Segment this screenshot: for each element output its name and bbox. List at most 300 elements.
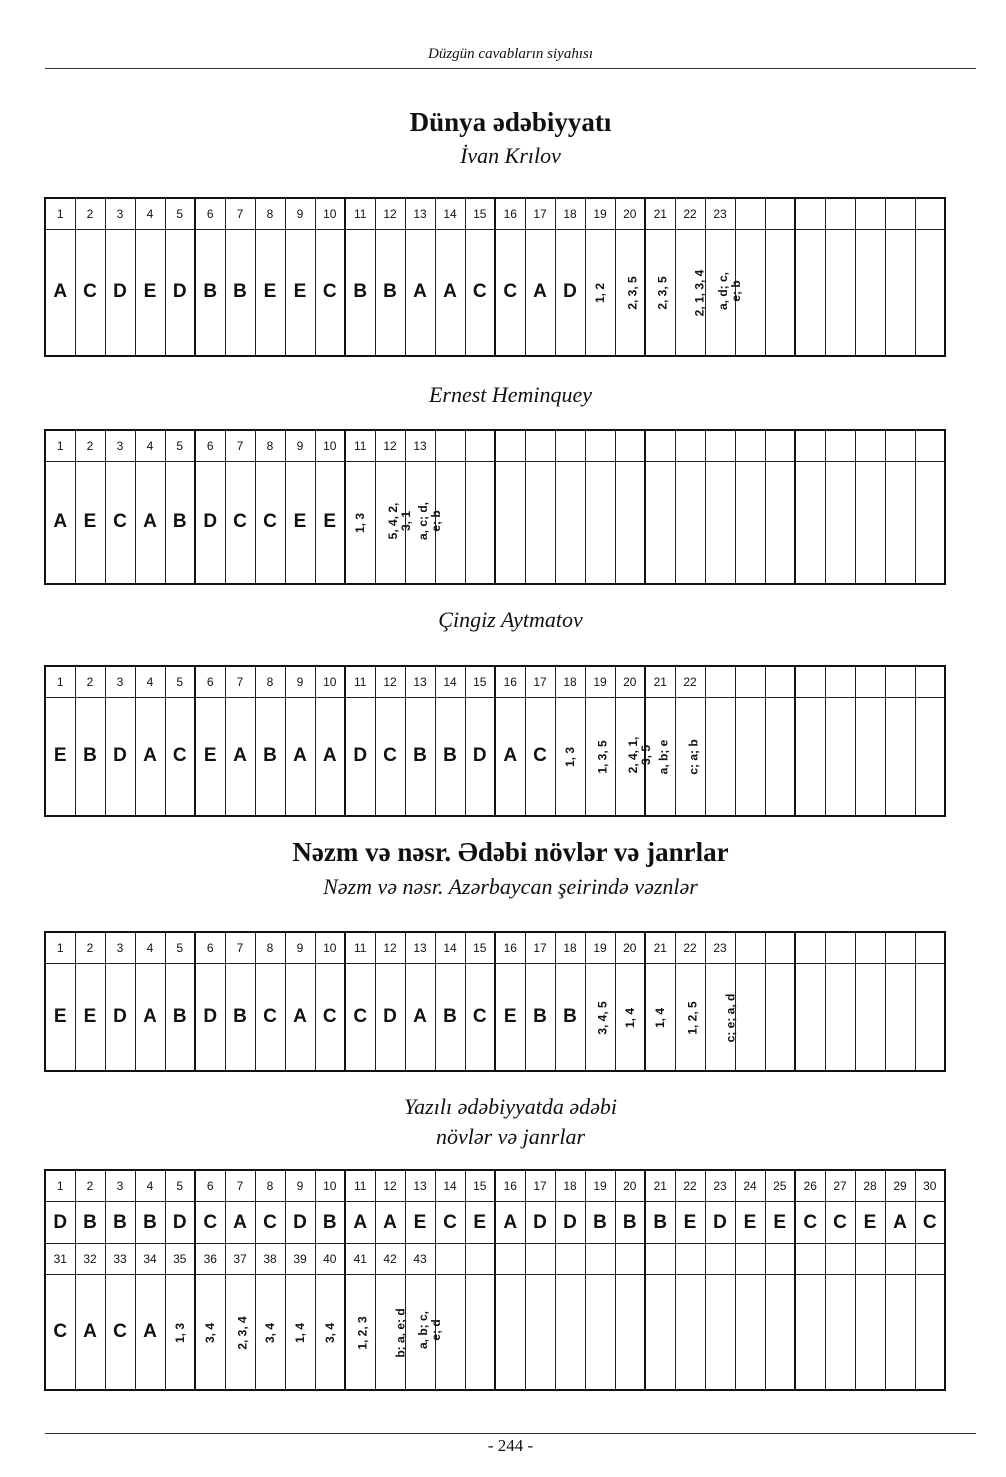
question-number-cell: 11 bbox=[345, 198, 375, 230]
question-number-cell bbox=[825, 430, 855, 462]
answer-cell bbox=[675, 462, 705, 584]
question-number-cell bbox=[495, 430, 525, 462]
question-number-cell: 3 bbox=[105, 932, 135, 964]
question-number-cell: 7 bbox=[225, 430, 255, 462]
question-number-cell: 10 bbox=[315, 932, 345, 964]
answer-text: 5, 4, 2, 3, 1 bbox=[385, 502, 413, 540]
answer-cell bbox=[615, 964, 645, 1071]
question-number-cell bbox=[825, 932, 855, 964]
answer-cell: E bbox=[855, 1202, 885, 1244]
answer-cell bbox=[825, 698, 855, 816]
question-number-cell: 34 bbox=[135, 1244, 165, 1275]
question-number-cell: 7 bbox=[225, 666, 255, 698]
answer-text: a, c; d, e; b bbox=[415, 501, 443, 540]
answer-text: 1, 2, 3 bbox=[355, 1316, 370, 1350]
answer-cell bbox=[885, 964, 915, 1071]
question-number-cell: 6 bbox=[195, 666, 225, 698]
question-number-cell bbox=[735, 1244, 765, 1275]
answer-cell bbox=[255, 1275, 285, 1390]
answer-cell: D bbox=[555, 1202, 585, 1244]
answer-cell bbox=[915, 698, 945, 816]
answer-cell: C bbox=[795, 1202, 825, 1244]
question-number-cell bbox=[915, 1244, 945, 1275]
question-number-cell: 6 bbox=[195, 1170, 225, 1202]
question-number-cell: 14 bbox=[435, 1170, 465, 1202]
answer-cell bbox=[675, 964, 705, 1071]
answer-cell bbox=[495, 1275, 525, 1390]
question-number-cell: 7 bbox=[225, 198, 255, 230]
question-number-cell: 1 bbox=[45, 198, 75, 230]
question-number-cell: 4 bbox=[135, 666, 165, 698]
question-number-cell bbox=[765, 430, 795, 462]
question-number-cell: 9 bbox=[285, 1170, 315, 1202]
answer-cell: C bbox=[255, 462, 285, 584]
answer-cell: E bbox=[405, 1202, 435, 1244]
answer-text: 1, 3 bbox=[172, 1322, 187, 1343]
answer-cell bbox=[705, 230, 743, 356]
answer-cell bbox=[795, 230, 825, 356]
question-number-cell: 20 bbox=[615, 198, 645, 230]
answer-text: a, b; e bbox=[656, 739, 671, 775]
answer-cell: E bbox=[45, 698, 75, 816]
question-number-cell bbox=[915, 198, 945, 230]
question-number-cell: 26 bbox=[795, 1170, 825, 1202]
answer-cell bbox=[615, 1275, 645, 1390]
question-number-cell: 4 bbox=[135, 198, 165, 230]
answer-cell: A bbox=[285, 964, 315, 1071]
answer-cell: C bbox=[255, 964, 285, 1071]
question-number-cell bbox=[795, 666, 825, 698]
question-number-cell: 19 bbox=[585, 198, 615, 230]
answer-text: 1, 4 bbox=[653, 1007, 668, 1028]
question-number-cell: 1 bbox=[45, 666, 75, 698]
answer-cell: C bbox=[105, 462, 135, 584]
answer-cell bbox=[915, 230, 945, 356]
answer-text: 2, 3, 5 bbox=[625, 276, 640, 310]
answer-cell: D bbox=[195, 964, 225, 1071]
question-number-cell bbox=[855, 932, 885, 964]
answer-cell bbox=[465, 462, 495, 584]
answer-text: 2, 3, 5 bbox=[655, 276, 670, 310]
question-number-cell: 15 bbox=[465, 198, 495, 230]
question-number-cell: 15 bbox=[465, 932, 495, 964]
question-number-cell: 33 bbox=[105, 1244, 135, 1275]
question-number-cell: 11 bbox=[345, 430, 375, 462]
question-number-cell bbox=[915, 932, 945, 964]
question-number-cell bbox=[795, 1244, 825, 1275]
answer-cell: B bbox=[615, 1202, 645, 1244]
number-row bbox=[45, 932, 945, 964]
answer-cell: E bbox=[465, 1202, 495, 1244]
question-number-cell: 22 bbox=[675, 666, 705, 698]
question-number-cell: 1 bbox=[45, 932, 75, 964]
answer-cell bbox=[345, 462, 375, 584]
question-number-cell: 17 bbox=[525, 1170, 555, 1202]
answer-cell bbox=[795, 698, 825, 816]
answer-cell: B bbox=[165, 964, 195, 1071]
question-number-cell bbox=[885, 430, 915, 462]
answer-cell: A bbox=[135, 698, 165, 816]
answer-cell bbox=[525, 462, 555, 584]
answer-cell bbox=[645, 230, 675, 356]
answer-cell bbox=[885, 1275, 915, 1390]
answer-cell bbox=[645, 1275, 675, 1390]
answer-text: 2, 1, 3, 4 bbox=[691, 269, 706, 317]
question-number-cell: 27 bbox=[825, 1170, 855, 1202]
question-number-cell: 13 bbox=[405, 1170, 435, 1202]
answer-cell: A bbox=[435, 230, 465, 356]
question-number-cell: 18 bbox=[555, 666, 585, 698]
question-number-cell: 10 bbox=[315, 1170, 345, 1202]
question-number-cell: 10 bbox=[315, 666, 345, 698]
question-number-cell: 3 bbox=[105, 1170, 135, 1202]
answer-cell bbox=[855, 698, 885, 816]
answer-cell bbox=[585, 462, 615, 584]
answer-cell bbox=[885, 230, 915, 356]
question-number-cell: 11 bbox=[345, 666, 375, 698]
answer-cell: E bbox=[75, 964, 105, 1071]
question-number-cell: 2 bbox=[75, 430, 105, 462]
question-number-cell bbox=[825, 666, 855, 698]
question-number-cell: 10 bbox=[315, 430, 345, 462]
question-number-cell bbox=[855, 430, 885, 462]
question-number-cell: 15 bbox=[465, 1170, 495, 1202]
question-number-cell: 8 bbox=[255, 198, 285, 230]
question-number-cell: 36 bbox=[195, 1244, 225, 1275]
question-number-cell bbox=[795, 430, 825, 462]
answer-cell: D bbox=[105, 698, 135, 816]
question-number-cell bbox=[675, 1244, 705, 1275]
answer-cell: B bbox=[645, 1202, 675, 1244]
answer-row bbox=[45, 1202, 945, 1244]
question-number-cell: 28 bbox=[855, 1170, 885, 1202]
question-number-cell: 4 bbox=[135, 430, 165, 462]
question-number-cell bbox=[735, 666, 765, 698]
answer-text: 1, 4 bbox=[292, 1322, 307, 1343]
answer-cell: B bbox=[435, 698, 465, 816]
answer-cell: A bbox=[315, 698, 345, 816]
answer-cell: B bbox=[165, 462, 195, 584]
question-number-cell: 43 bbox=[405, 1244, 435, 1275]
answer-cell: C bbox=[435, 1202, 465, 1244]
answer-cell bbox=[705, 1275, 735, 1390]
question-number-cell: 12 bbox=[375, 198, 405, 230]
question-number-cell: 7 bbox=[225, 932, 255, 964]
answer-cell bbox=[885, 462, 915, 584]
answer-cell: B bbox=[345, 230, 375, 356]
question-number-cell bbox=[585, 1244, 615, 1275]
answer-text: a, d; c, e; b bbox=[715, 271, 743, 310]
question-number-cell bbox=[825, 198, 855, 230]
answer-cell: C bbox=[225, 462, 255, 584]
answer-cell: A bbox=[405, 230, 435, 356]
answer-cell bbox=[645, 964, 675, 1071]
question-number-cell bbox=[885, 1244, 915, 1275]
question-number-cell: 41 bbox=[345, 1244, 375, 1275]
answer-cell: A bbox=[135, 1275, 165, 1390]
question-number-cell bbox=[615, 430, 645, 462]
question-number-cell: 13 bbox=[405, 666, 435, 698]
answer-cell: B bbox=[225, 230, 255, 356]
question-number-cell: 7 bbox=[225, 1170, 255, 1202]
answer-cell bbox=[735, 462, 765, 584]
question-number-cell bbox=[555, 430, 585, 462]
question-number-cell: 4 bbox=[135, 1170, 165, 1202]
answer-cell: C bbox=[165, 698, 195, 816]
answer-table-written-literature bbox=[44, 1169, 946, 1391]
question-number-cell bbox=[495, 1244, 525, 1275]
question-number-cell: 9 bbox=[285, 932, 315, 964]
question-number-cell: 21 bbox=[645, 666, 675, 698]
question-number-cell: 22 bbox=[675, 932, 705, 964]
answer-cell: C bbox=[495, 230, 525, 356]
question-number-cell: 1 bbox=[45, 430, 75, 462]
question-number-cell: 5 bbox=[165, 666, 195, 698]
question-number-cell: 11 bbox=[345, 932, 375, 964]
answer-cell: D bbox=[465, 698, 495, 816]
question-number-cell bbox=[855, 666, 885, 698]
answer-cell bbox=[735, 698, 765, 816]
question-number-cell: 8 bbox=[255, 932, 285, 964]
question-number-cell: 12 bbox=[375, 666, 405, 698]
question-number-cell: 30 bbox=[915, 1170, 945, 1202]
answer-cell bbox=[765, 1275, 795, 1390]
answer-cell: B bbox=[135, 1202, 165, 1244]
answer-cell bbox=[855, 230, 885, 356]
number-row-2 bbox=[45, 1244, 945, 1275]
question-number-cell bbox=[855, 1244, 885, 1275]
question-number-cell: 2 bbox=[75, 198, 105, 230]
answer-cell: E bbox=[315, 462, 345, 584]
answer-text: 1, 4 bbox=[622, 1007, 637, 1028]
answer-cell: B bbox=[585, 1202, 615, 1244]
question-number-cell bbox=[525, 430, 555, 462]
answer-cell: B bbox=[75, 1202, 105, 1244]
question-number-cell bbox=[765, 198, 795, 230]
answer-text: 3, 4, 5 bbox=[595, 1001, 610, 1035]
answer-cell: B bbox=[375, 230, 405, 356]
answer-cell: D bbox=[195, 462, 225, 584]
answer-cell: D bbox=[705, 1202, 735, 1244]
question-number-cell: 17 bbox=[525, 932, 555, 964]
answer-cell bbox=[915, 964, 945, 1071]
answer-cell bbox=[705, 698, 735, 816]
answer-cell: C bbox=[375, 698, 405, 816]
answer-text: 1, 3 bbox=[353, 513, 368, 534]
answer-text: c; e; a, d bbox=[722, 993, 737, 1043]
section-title-world-literature: Dünya ədəbiyyatı bbox=[409, 107, 612, 137]
question-number-cell: 18 bbox=[555, 1170, 585, 1202]
answer-cell bbox=[825, 462, 855, 584]
answer-cell: A bbox=[225, 698, 255, 816]
answer-cell: D bbox=[105, 230, 135, 356]
question-number-cell bbox=[885, 666, 915, 698]
question-number-cell: 6 bbox=[195, 198, 225, 230]
answer-cell: C bbox=[825, 1202, 855, 1244]
answer-cell: E bbox=[285, 230, 315, 356]
number-row bbox=[45, 198, 945, 230]
answer-cell: C bbox=[465, 964, 495, 1071]
answer-cell bbox=[225, 1275, 255, 1390]
answer-row-2 bbox=[45, 1275, 945, 1390]
answer-cell: E bbox=[675, 1202, 705, 1244]
question-number-cell bbox=[465, 1244, 495, 1275]
answer-cell bbox=[825, 230, 855, 356]
answer-cell: E bbox=[735, 1202, 765, 1244]
answer-cell bbox=[585, 1275, 615, 1390]
question-number-cell: 2 bbox=[75, 932, 105, 964]
answer-cell bbox=[585, 698, 615, 816]
answer-text: c; a; b bbox=[686, 739, 701, 775]
answer-cell bbox=[165, 1275, 195, 1390]
question-number-cell: 18 bbox=[555, 198, 585, 230]
answer-text: a, b; c, e; d bbox=[415, 1311, 443, 1350]
number-row bbox=[45, 1170, 945, 1202]
question-number-cell bbox=[645, 430, 675, 462]
question-number-cell: 16 bbox=[495, 666, 525, 698]
answer-cell bbox=[315, 1275, 345, 1390]
question-number-cell: 24 bbox=[735, 1170, 765, 1202]
question-number-cell: 21 bbox=[645, 198, 675, 230]
answer-cell: A bbox=[225, 1202, 255, 1244]
answer-cell bbox=[555, 462, 585, 584]
question-number-cell: 2 bbox=[75, 666, 105, 698]
answer-cell: B bbox=[555, 964, 585, 1071]
question-number-cell: 4 bbox=[135, 932, 165, 964]
answer-cell bbox=[735, 964, 765, 1071]
question-number-cell: 16 bbox=[495, 932, 525, 964]
answer-cell: B bbox=[405, 698, 435, 816]
answer-cell: C bbox=[105, 1275, 135, 1390]
answer-cell: A bbox=[345, 1202, 375, 1244]
answer-cell: D bbox=[285, 1202, 315, 1244]
answer-cell: E bbox=[75, 462, 105, 584]
answer-cell: D bbox=[105, 964, 135, 1071]
answer-cell: C bbox=[525, 698, 555, 816]
answer-cell bbox=[795, 1275, 825, 1390]
question-number-cell bbox=[765, 666, 795, 698]
question-number-cell bbox=[735, 198, 765, 230]
question-number-cell: 23 bbox=[705, 932, 735, 964]
question-number-cell: 14 bbox=[435, 198, 465, 230]
question-number-cell bbox=[795, 198, 825, 230]
answer-cell: E bbox=[285, 462, 315, 584]
subtitle-written-lit-line1: Yazılı ədəbiyyatda ədəbi bbox=[403, 1094, 618, 1119]
answer-text: 3, 4 bbox=[322, 1322, 337, 1343]
question-number-cell: 2 bbox=[75, 1170, 105, 1202]
answer-text: 1, 3 bbox=[562, 747, 577, 768]
question-number-cell bbox=[735, 430, 765, 462]
answer-cell bbox=[405, 1275, 443, 1390]
question-number-cell: 17 bbox=[525, 666, 555, 698]
answer-cell bbox=[495, 462, 525, 584]
answer-cell: B bbox=[525, 964, 555, 1071]
subtitle-hemingway: Ernest Heminquey bbox=[428, 382, 593, 407]
answer-text: 3, 4 bbox=[203, 1322, 218, 1343]
question-number-cell: 15 bbox=[465, 666, 495, 698]
answer-cell: B bbox=[315, 1202, 345, 1244]
answer-cell: C bbox=[45, 1275, 75, 1390]
answer-cell bbox=[285, 1275, 315, 1390]
answer-cell: D bbox=[165, 230, 195, 356]
answer-cell bbox=[585, 964, 615, 1071]
answer-cell: A bbox=[135, 462, 165, 584]
question-number-cell: 29 bbox=[885, 1170, 915, 1202]
answer-cell: D bbox=[555, 230, 585, 356]
answer-cell bbox=[645, 462, 675, 584]
answer-cell: B bbox=[195, 230, 225, 356]
question-number-cell: 19 bbox=[585, 932, 615, 964]
answer-cell: C bbox=[315, 230, 345, 356]
question-number-cell: 8 bbox=[255, 430, 285, 462]
answer-cell: D bbox=[165, 1202, 195, 1244]
question-number-cell: 23 bbox=[705, 1170, 735, 1202]
answer-cell bbox=[795, 462, 825, 584]
answer-cell bbox=[675, 698, 705, 816]
question-number-cell: 22 bbox=[675, 198, 705, 230]
question-number-cell: 3 bbox=[105, 198, 135, 230]
question-number-cell: 23 bbox=[705, 198, 735, 230]
question-number-cell: 12 bbox=[375, 430, 405, 462]
question-number-cell: 20 bbox=[615, 932, 645, 964]
answer-cell: C bbox=[315, 964, 345, 1071]
footer-rule bbox=[45, 1433, 976, 1434]
answer-cell bbox=[555, 1275, 585, 1390]
answer-cell: B bbox=[435, 964, 465, 1071]
question-number-cell: 39 bbox=[285, 1244, 315, 1275]
answer-text: 2, 3, 4 bbox=[235, 1316, 250, 1350]
answer-cell bbox=[675, 230, 705, 356]
answer-cell: E bbox=[255, 230, 285, 356]
answer-cell: C bbox=[255, 1202, 285, 1244]
answer-row bbox=[45, 230, 945, 356]
question-number-cell: 19 bbox=[585, 666, 615, 698]
question-number-cell bbox=[765, 932, 795, 964]
question-number-cell bbox=[705, 666, 735, 698]
answer-table-aytmatov bbox=[44, 665, 946, 817]
answer-cell: A bbox=[375, 1202, 405, 1244]
answer-cell bbox=[825, 964, 855, 1071]
question-number-cell: 10 bbox=[315, 198, 345, 230]
question-number-cell: 21 bbox=[645, 1170, 675, 1202]
answer-text: b; a, e; d bbox=[393, 1308, 408, 1358]
answer-row bbox=[45, 462, 945, 584]
answer-table-verse-meters bbox=[44, 931, 946, 1072]
answer-cell: E bbox=[195, 698, 225, 816]
question-number-cell bbox=[855, 198, 885, 230]
answer-cell bbox=[615, 698, 653, 816]
answer-cell: B bbox=[225, 964, 255, 1071]
question-number-cell: 13 bbox=[405, 430, 435, 462]
answer-cell bbox=[765, 964, 795, 1071]
answer-cell: A bbox=[495, 698, 525, 816]
answer-cell: C bbox=[465, 230, 495, 356]
question-number-cell: 20 bbox=[615, 1170, 645, 1202]
question-number-cell: 5 bbox=[165, 198, 195, 230]
answer-cell: D bbox=[45, 1202, 75, 1244]
answer-cell: E bbox=[135, 230, 165, 356]
answer-cell: E bbox=[765, 1202, 795, 1244]
question-number-cell bbox=[645, 1244, 675, 1275]
question-number-cell bbox=[765, 1244, 795, 1275]
answer-row bbox=[45, 964, 945, 1071]
question-number-cell bbox=[825, 1244, 855, 1275]
question-number-cell: 38 bbox=[255, 1244, 285, 1275]
question-number-cell: 31 bbox=[45, 1244, 75, 1275]
answer-cell: D bbox=[525, 1202, 555, 1244]
question-number-cell: 25 bbox=[765, 1170, 795, 1202]
answer-text: 2, 4, 1, 3, 5 bbox=[625, 736, 653, 774]
